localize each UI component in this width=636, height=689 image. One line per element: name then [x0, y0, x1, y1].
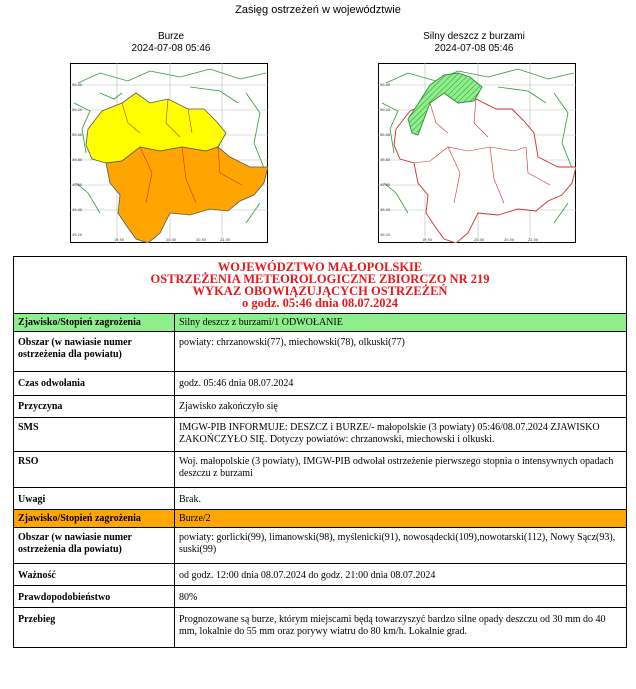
map2-datetime: 2024-07-08 05:46 — [434, 43, 514, 54]
map1-ylabel: 50.40 — [72, 83, 83, 87]
map1-ylabel: 49.20 — [72, 233, 83, 237]
table-row — [14, 564, 627, 586]
map1-ylabel: 49.60 — [72, 183, 83, 187]
map1-xlabel: 19.50 — [114, 238, 125, 242]
map2-ylabel: 50.20 — [380, 108, 391, 112]
header-line2: OSTRZEŻENIA METEOROLOGICZNE ZBIORCZO NR 219 — [150, 272, 490, 286]
map-burze — [70, 63, 268, 243]
row-label: Zjawisko/Stopień zagrożenia — [14, 314, 175, 332]
phenomenon-value: Burze/2 — [175, 510, 627, 528]
notes-value: Brak. — [175, 488, 627, 510]
row-label: Przebieg — [14, 608, 175, 648]
table-row — [14, 452, 627, 488]
map2-caption — [374, 31, 574, 55]
row-label: Uwagi — [14, 488, 175, 510]
course-value: Prognozowane są burze, którym miejscami będą towarzyszyć bardzo silne opady deszczu od 30 mm do 40 mm, lokalnie do 55 mm oraz porywy wiatru do 80 km/h. Lokalnie grad. — [175, 608, 627, 648]
phenomenon-value: Silny deszcz z burzami/1 ODWOŁANIE — [175, 314, 627, 332]
row-label: RSO — [14, 452, 175, 488]
map1-datetime: 2024-07-08 05:46 — [131, 43, 211, 54]
warnings-table — [13, 256, 627, 648]
map2-title: Silny deszcz z burzami — [423, 31, 525, 42]
row-label: Obszar (w nawiasie numer ostrzeżenia dla powiatu) — [14, 332, 175, 372]
header-line4: o godz. 05:46 dnia 08.07.2024 — [242, 296, 398, 310]
table-row — [14, 586, 627, 608]
header-line3: WYKAZ OBOWIĄZUJĄCYCH OSTRZEŻEŃ — [192, 284, 448, 298]
row-label: Zjawisko/Stopień zagrożenia — [14, 510, 175, 528]
table-row — [14, 510, 627, 528]
table-row — [14, 396, 627, 418]
map2-xlabel: 19.50 — [422, 238, 433, 242]
row-label: Prawdopodobieństwo — [14, 586, 175, 608]
table-row — [14, 608, 627, 648]
map2-ylabel: 50.40 — [380, 83, 391, 87]
cancel-time-value: godz. 05:46 dnia 08.07.2024 — [175, 372, 627, 396]
row-label: Czas odwołania — [14, 372, 175, 396]
map2-ylabel: 50.00 — [380, 133, 391, 137]
area-value: powiaty: gorlicki(99), limanowski(98), myślenicki(91), nowosądecki(109),nowotarski(112), Nowy Sącz(93), suski(99) — [175, 528, 627, 564]
map1-ylabel: 50.20 — [72, 108, 83, 112]
reason-value: Zjawisko zakończyło się — [175, 396, 627, 418]
map1-ylabel: 49.40 — [72, 208, 83, 212]
table-row — [14, 528, 627, 564]
map2-xlabel: 21.00 — [528, 238, 539, 242]
map2-xlabel: 20.00 — [474, 238, 485, 242]
map1-caption — [71, 31, 271, 55]
rso-value: Woj. małopolskie (3 powiaty), IMGW-PIB odwołał ostrzeżenie pierwszego stopnia o intensywnych opadach deszczu z burzami — [175, 452, 627, 488]
table-header — [14, 257, 627, 314]
sms-value: IMGW-PIB INFORMUJE: DESZCZ i BURZE/- małopolskie (3 powiaty) 05:46/08.07.2024 ZJAWISKO ZAKOŃCZYŁO SIĘ. Dotyczy powiatów: chrzanowski, miechowski i olkuski. — [175, 418, 627, 452]
table-row — [14, 418, 627, 452]
row-label: SMS — [14, 418, 175, 452]
map1-xlabel: 20.50 — [196, 238, 207, 242]
table-row — [14, 314, 627, 332]
validity-value: od godz. 12:00 dnia 08.07.2024 do godz. 21:00 dnia 08.07.2024 — [175, 564, 627, 586]
row-label: Ważność — [14, 564, 175, 586]
map2-xlabel: 20.50 — [504, 238, 515, 242]
page-title: Zasięg ostrzeżeń w województwie — [235, 4, 401, 16]
map1-ylabel: 49.80 — [72, 158, 83, 162]
row-label: Przyczyna — [14, 396, 175, 418]
map2-ylabel: 49.20 — [380, 233, 391, 237]
table-row — [14, 488, 627, 510]
table-row — [14, 332, 627, 372]
map1-ylabel: 50.00 — [72, 133, 83, 137]
table-row — [14, 372, 627, 396]
row-label: Obszar (w nawiasie numer ostrzeżenia dla powiatu) — [14, 528, 175, 564]
area-value: powiaty: chrzanowski(77), miechowski(78), olkuski(77) — [175, 332, 627, 372]
header-line1: WOJEWÓDZTWO MAŁOPOLSKIE — [217, 260, 423, 274]
map2-ylabel: 49.80 — [380, 158, 391, 162]
map2-ylabel: 49.40 — [380, 208, 391, 212]
map2-ylabel: 49.60 — [380, 183, 391, 187]
probability-value: 80% — [175, 586, 627, 608]
map-silny-deszcz — [378, 63, 576, 243]
map1-xlabel: 21.00 — [220, 238, 231, 242]
map1-title: Burze — [157, 31, 185, 42]
map1-xlabel: 20.00 — [166, 238, 177, 242]
